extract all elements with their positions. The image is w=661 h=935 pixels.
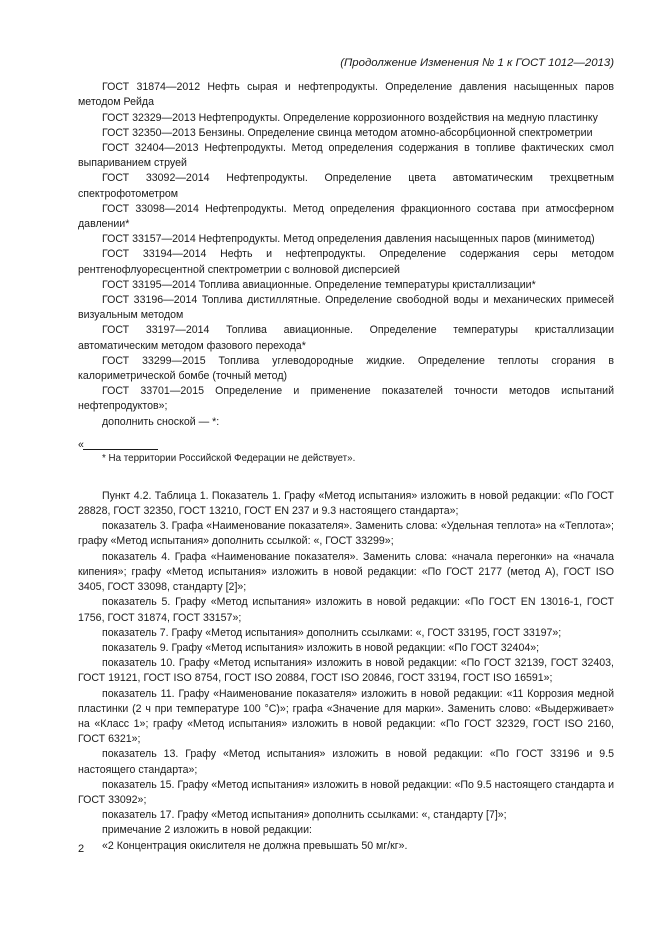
document-page (78, 56, 614, 854)
amendment-paragraph: примечание 2 изложить в новой редакции: (102, 824, 312, 837)
list-item: ГОСТ 32404—2013 Нефтепродукты. Метод определения содержания в топливе фактических смол выпариванием струей (78, 142, 614, 170)
amendment-paragraph: показатель 7. Графу «Метод испытания» дополнить ссылками: «, ГОСТ 33195, ГОСТ 33197»; (102, 626, 562, 639)
footnote-rule (83, 449, 158, 450)
amendment-paragraph: Пункт 4.2. Таблица 1. Показатель 1. Графу «Метод испытания» изложить в новой редакции: «По ГОСТ 28828, ГОСТ 32350, ГОСТ 13210, ГОСТ EN 237 и 9.3 настоящего стандарта»; (78, 489, 614, 518)
list-item: ГОСТ 33195—2014 Топлива авиационные. Определение температуры кристаллизации* (102, 278, 536, 291)
list-item: дополнить сноской — *: (102, 415, 220, 428)
footnote-separator (78, 438, 614, 452)
list-item: ГОСТ 33098—2014 Нефтепродукты. Метод определения фракционного состава при атмосферном давлении* (78, 202, 614, 231)
amendments (78, 489, 614, 854)
list-item: ГОСТ 33092—2014 Нефтепродукты. Определение цвета автоматическим трехцветным спектрофотометром (78, 172, 614, 200)
list-item: ГОСТ 33196—2014 Топлива дистиллятные. Определение свободной воды и механических примесей визуальным методом (78, 294, 614, 322)
footnote-quote-mark: « (78, 438, 84, 451)
list-item: ГОСТ 32350—2013 Бензины. Определение свинца методом атомно-абсорбционной спектрометрии (102, 126, 593, 139)
list-item: ГОСТ 33157—2014 Нефтепродукты. Метод определения давления насыщенных паров (миниметод) (102, 233, 595, 246)
footnote: * На территории Российской Федерации не действует». (102, 452, 356, 464)
amendment-paragraph: показатель 4. Графа «Наименование показателя». Заменить слова: «начала перегонки» на «начала кипения»; графу «Метод испытания» изложить в новой редакции: «По ГОСТ 2177 (метод А), ГОСТ ISO 3405, ГОСТ 33098, стандарту [2]»; (78, 550, 614, 594)
page-number: 2 (78, 843, 85, 855)
list-item: ГОСТ 33194—2014 Нефть и нефтепродукты. Определение содержания серы методом рентгенофлуоресцентной спектрометрии с волновой дисперсией (78, 248, 614, 276)
list-item: ГОСТ 33299—2015 Топлива углеводородные жидкие. Определение теплоты сгорания в калориметрической бомбе (точный метод) (78, 354, 614, 383)
page-header: (Продолжение Изменения № 1 к ГОСТ 1012—2013) (340, 57, 614, 69)
amendment-paragraph: показатель 15. Графу «Метод испытания» изложить в новой редакции: «По 9.5 настоящего стандарта и ГОСТ 33092»; (78, 778, 614, 806)
amendment-paragraph: показатель 5. Графу «Метод испытания» изложить в новой редакции: «По ГОСТ EN 13016-1, ГОСТ 1756, ГОСТ 31874, ГОСТ 33157»; (78, 596, 614, 624)
list-item: ГОСТ 33701—2015 Определение и применение показателей точности методов испытаний нефтепродуктов»; (78, 385, 614, 413)
list-item: ГОСТ 32329—2013 Нефтепродукты. Определение коррозионного воздействия на медную пластинку (102, 111, 598, 124)
amendment-paragraph: показатель 11. Графу «Наименование показателя» изложить в новой редакции: «11 Коррозия медной пластинки (2 ч при температуре 100 °С)»; графа «Значение для марки». Заменить слово: «Выдерживает» на «Класс 1»; графу «Метод испытания» изложить в новой редакции: «По ГОСТ 32329, ГОСТ ISO 2160, ГОСТ 6321»; (78, 687, 614, 746)
amendment-paragraph: «2 Концентрация окислителя не должна превышать 50 мг/кг». (102, 839, 408, 852)
list-item: ГОСТ 33197—2014 Топлива авиационные. Определение температуры кристаллизации автоматическим методом фазового перехода* (78, 324, 614, 352)
standards-list (78, 80, 614, 430)
amendment-paragraph: показатель 3. Графа «Наименование показателя». Заменить слова: «Удельная теплота» на «Теплота»; графу «Метод испытания» дополнить ссылкой: «, ГОСТ 33299»; (78, 520, 614, 548)
amendment-paragraph: показатель 13. Графу «Метод испытания» изложить в новой редакции: «По ГОСТ 33196 и 9.5 настоящего стандарта»; (78, 748, 614, 776)
amendment-paragraph: показатель 9. Графу «Метод испытания» изложить в новой редакции: «По ГОСТ 32404»; (102, 641, 540, 654)
amendment-paragraph: показатель 17. Графу «Метод испытания» дополнить ссылками: «, стандарту [7]»; (102, 809, 507, 822)
list-item: ГОСТ 31874—2012 Нефть сырая и нефтепродукты. Определение давления насыщенных паров методом Рейда (78, 81, 614, 109)
amendment-paragraph: показатель 10. Графу «Метод испытания» изложить в новой редакции: «По ГОСТ 32139, ГОСТ 32403, ГОСТ 19121, ГОСТ ISO 8754, ГОСТ ISO 20884, ГОСТ ISO 20846, ГОСТ 33194, ГОСТ ISO 16591»; (78, 657, 614, 685)
